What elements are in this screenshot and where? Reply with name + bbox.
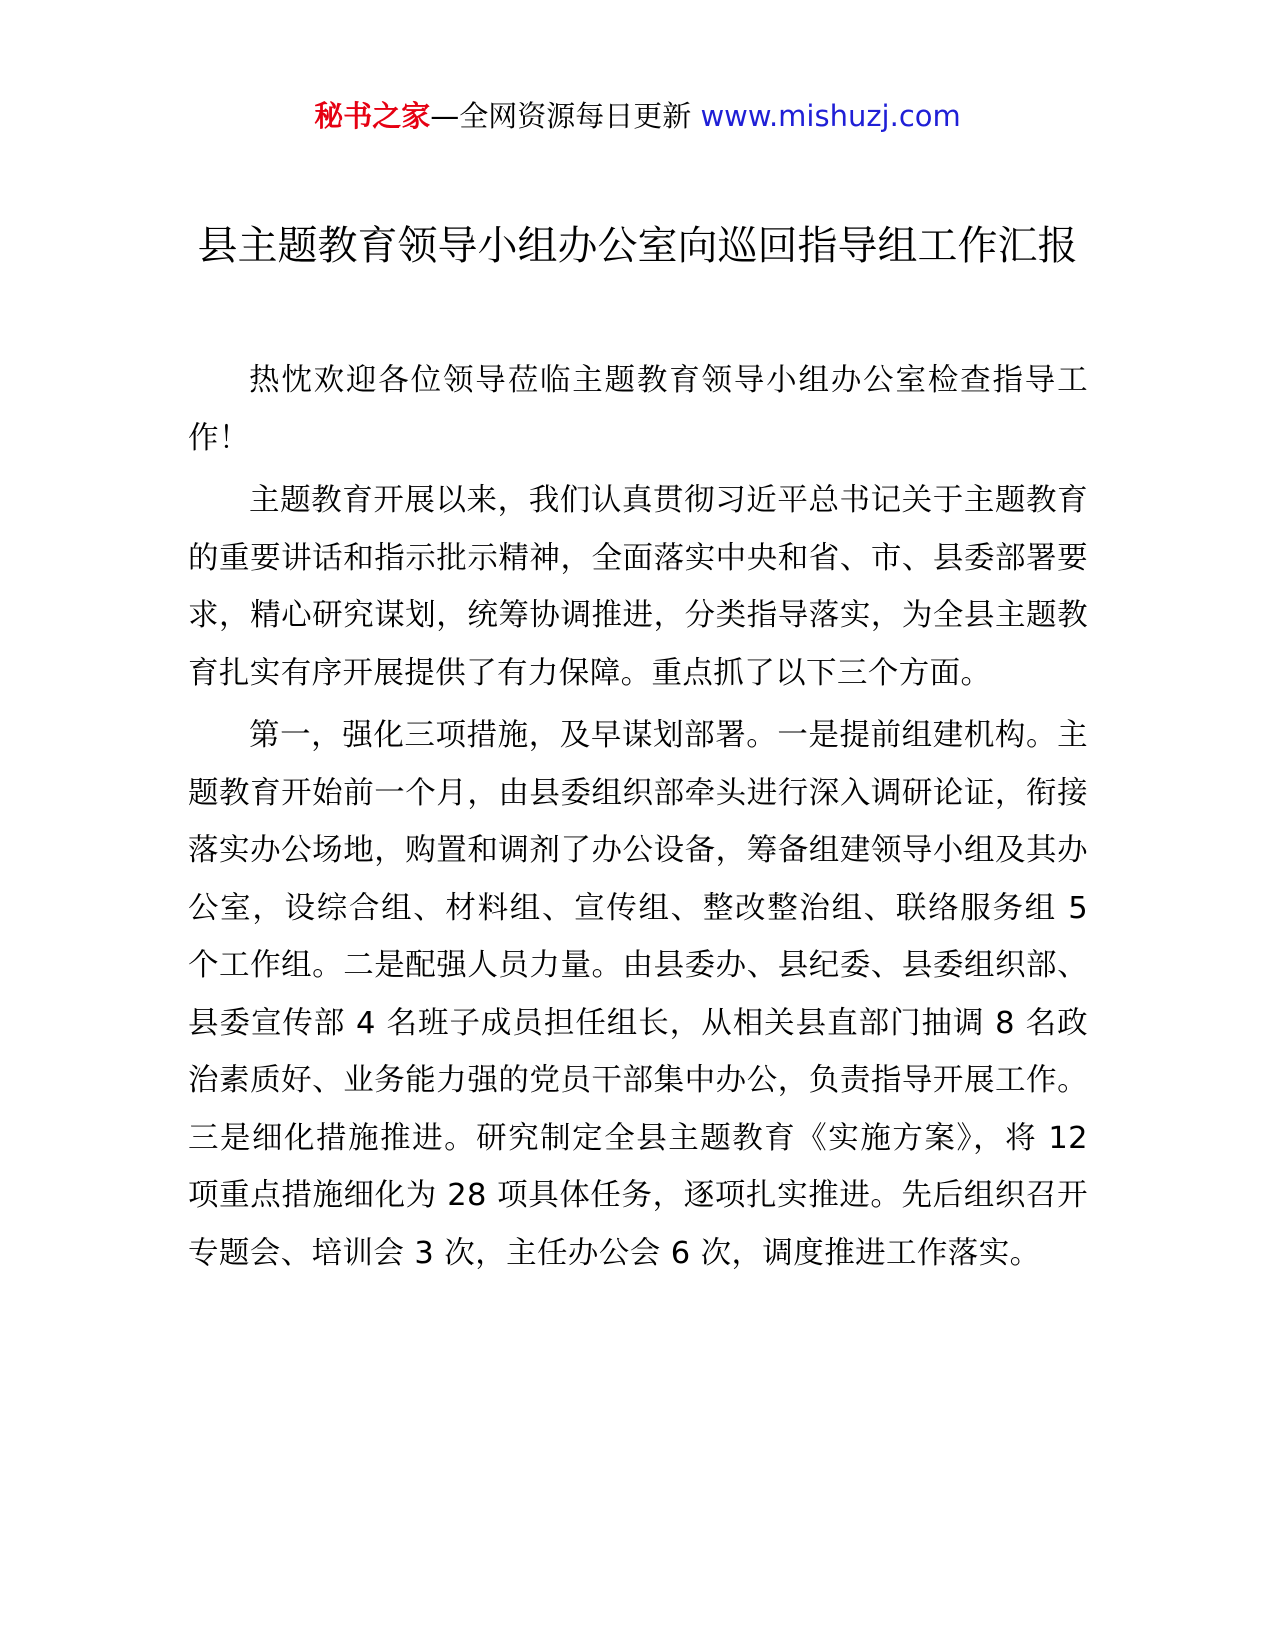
paragraph-welcome: 热忱欢迎各位领导莅临主题教育领导小组办公室检查指导工作！ bbox=[188, 363, 1088, 456]
document-title: 县主题教育领导小组办公室向巡回指导组工作汇报 bbox=[197, 223, 1078, 269]
paragraph-overview: 主题教育开展以来，我们认真贯彻习近平总书记关于主题教育的重要讲话和指示批示精神，全面落实中央和省、市、县委部署要求，精心研究谋划，统筹协调推进，分类指导落实，为全县主题教育扎实有序开展提供了有力保障。重点抓了以下三个方面。 bbox=[188, 483, 1088, 691]
paragraph-first-measure: 第一，强化三项措施，及早谋划部署。一是提前组建机构。主题教育开始前一个月，由县委组织部牵头进行深入调研论证，衔接落实办公场地，购置和调剂了办公设备，筹备组建领导小组及其办公室，设综合组、材料组、宣传组、整改整治组、联络服务组 5 个工作组。二是配强人员力量。由县委办、县纪委、县委组织部、县委宣传部 4 名班子成员担任组长，从相关县直部门抽调 8 名政治素质好、业务能力强的党员干部集中办公，负责指导开展工作。三是细化措施推进。研究制定全县主题教育《实施方案》，将 12 项重点措施细化为 28 项具体任务，逐项扎实推进。先后组织召开专题会、培训会 3 次，主任办公会 6 次，调度推进工作落实。 bbox=[188, 718, 1088, 1271]
document-body bbox=[188, 352, 1088, 1287]
header-tagline: —全网资源每日更新 bbox=[430, 99, 701, 133]
site-header bbox=[0, 96, 1275, 136]
brand-name: 秘书之家 bbox=[314, 99, 431, 133]
site-url-link[interactable]: www.mishuzj.com bbox=[700, 99, 961, 133]
